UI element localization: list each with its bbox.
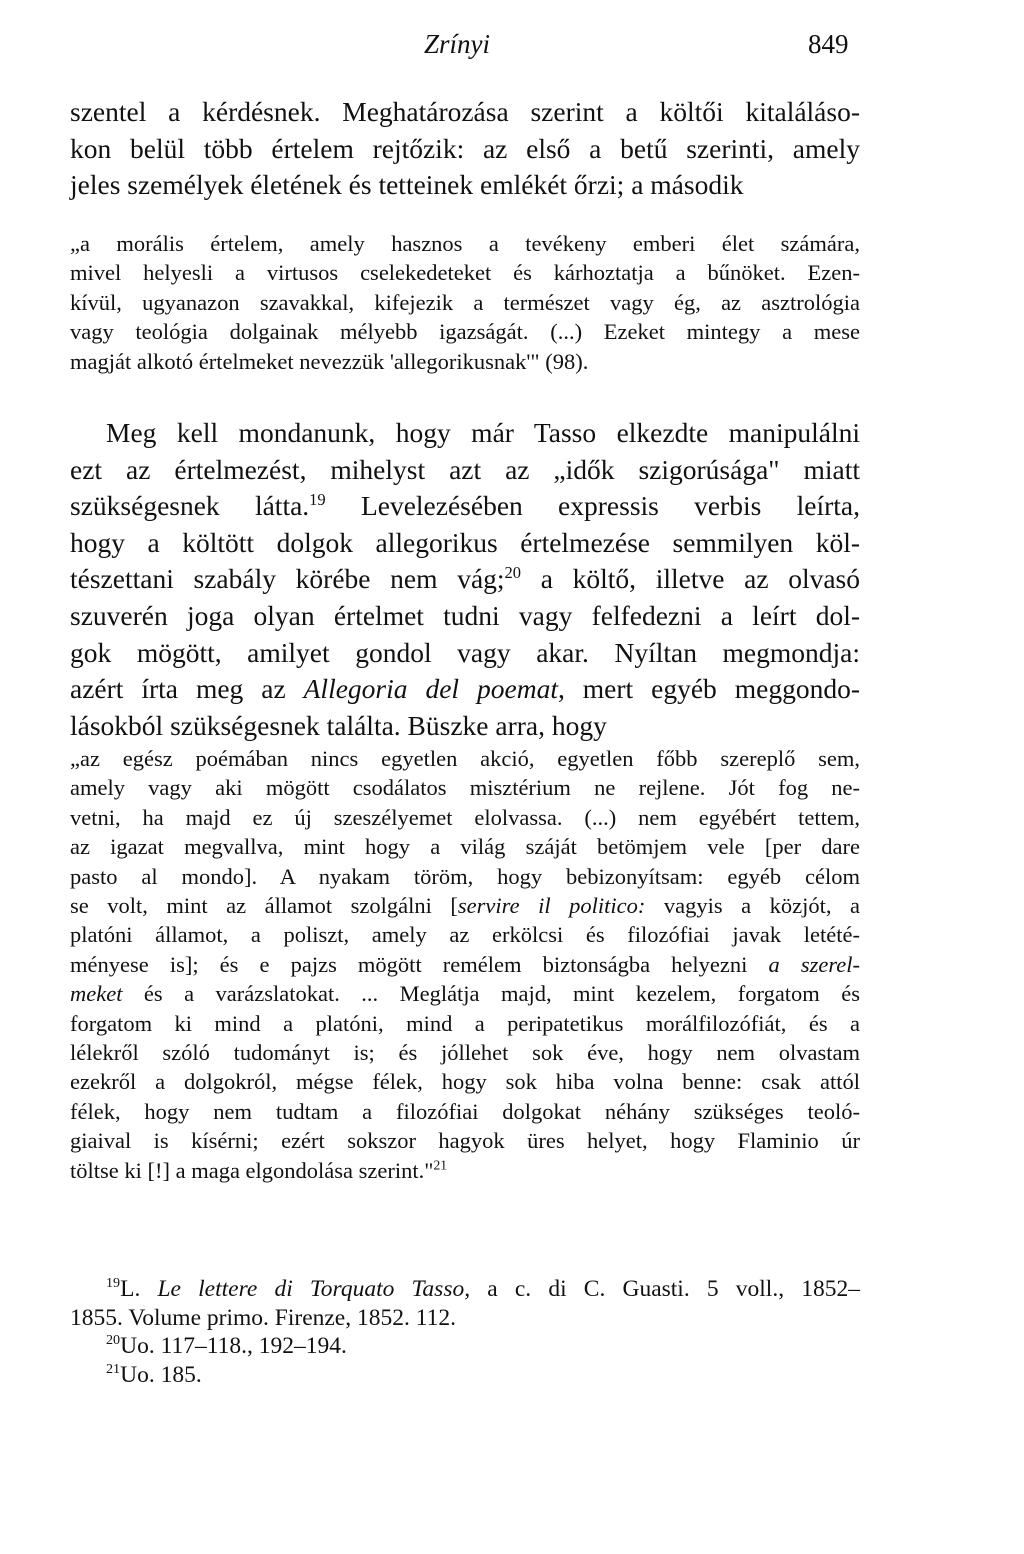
footnote-ref-20[interactable]: 20 xyxy=(504,563,522,583)
quote-line: az igazat megvallva, mint hogy a világ száját betömjem vele [per dare xyxy=(70,834,860,860)
quote-line: vetni, ha majd ez új szeszélyemet elolvassa. (...) nem egyébért tettem, xyxy=(70,804,860,830)
text-line xyxy=(70,671,860,708)
text-run: se volt, mint az államot szolgálni [ xyxy=(70,893,458,919)
footnote-number: 19 xyxy=(106,1275,121,1292)
page-header xyxy=(0,26,1024,66)
text-line: hogy a költött dolgok allegorikus értelmezése semmilyen köl- xyxy=(70,526,860,558)
quote-line xyxy=(70,891,860,920)
quote-line xyxy=(70,950,860,979)
work-title: Le lettere di Torquato Tasso, xyxy=(157,1276,471,1302)
page-number: 849 xyxy=(808,29,849,59)
running-title: Zrínyi xyxy=(424,29,491,59)
text-run: Uo. 117–118., 192–194. xyxy=(120,1333,347,1359)
footnote-ref-19[interactable]: 19 xyxy=(309,490,326,510)
text-line: jeles személyek életének és tetteinek emlékét őrzi; a második xyxy=(70,169,744,201)
text-run: töltse ki [!] a maga elgondolása szerint." xyxy=(70,1157,434,1183)
quote-line xyxy=(70,979,860,1008)
text-run: és a varázslatokat. ... Meglátja majd, mint kezelem, forgatom és xyxy=(122,981,860,1007)
text-run: L. xyxy=(120,1276,158,1302)
footnote-number: 20 xyxy=(106,1332,121,1349)
italic-phrase: meket xyxy=(70,981,123,1007)
footnote-number: 21 xyxy=(106,1360,121,1377)
quote-line: forgatom ki mind a platóni, mind a peripatetikus morálfilozófiát, és a xyxy=(70,1010,860,1036)
footnote-ref-21[interactable]: 21 xyxy=(433,1157,447,1173)
footnote-21 xyxy=(70,1361,860,1390)
italic-phrase: servire il politico: xyxy=(457,893,646,919)
footnote-20 xyxy=(70,1332,860,1361)
text-run: vagyis a közjót, a xyxy=(645,893,860,919)
quote-line: magját alkotó értelmeket nevezzük 'allegorikusnak'" (98). xyxy=(70,348,589,374)
quote-line: giaival is kísérni; ezért sokszor hagyok üres helyet, hogy Flaminio úr xyxy=(70,1128,860,1154)
paragraph-1 xyxy=(70,94,860,204)
text-line: lásokból szükségesnek találta. Büszke arra, hogy xyxy=(70,709,607,741)
text-line: szentel a kérdésnek. Meghatározása szerint a költői kitaláláso- xyxy=(70,96,860,127)
quote-line: platóni államot, a poliszt, amely az erkölcsi és filozófiai javak letété- xyxy=(70,922,860,948)
text-run: a c. di C. Guasti. 5 voll., 1852– xyxy=(470,1276,860,1302)
text-line: ezt az értelmezést, mihelyst azt az „idők szigorúsága" miatt xyxy=(70,453,860,485)
text-run: , mert egyéb meggondo- xyxy=(557,673,861,705)
text-run: szükségesnek látta. xyxy=(70,490,310,522)
quote-line: félek, hogy nem tudtam a filozófiai dolgokat néhány szükséges teoló- xyxy=(70,1098,860,1124)
footnote-19 xyxy=(70,1275,860,1304)
quote-line: pasto al mondo]. A nyakam töröm, hogy bebizonyítsam: egyéb célom xyxy=(70,863,860,889)
quote-line: mivel helyesli a virtusos cselekedeteket és kárhoztatja a bűnöket. Ezen- xyxy=(70,260,860,286)
text-line xyxy=(70,561,860,598)
paragraph-2 xyxy=(70,415,860,744)
block-quote-1 xyxy=(70,229,860,376)
text-line: szuverén joga olyan értelmet tudni vagy felfedezni a leírt dol- xyxy=(70,599,860,631)
quote-line: „a morális értelem, amely hasznos a tevékeny emberi élet számára, xyxy=(70,231,860,256)
text-line: kon belül több értelem rejtőzik: az első a betű szerinti, amely xyxy=(70,132,860,164)
footnote-19-cont: 1855. Volume primo. Firenze, 1852. 112. xyxy=(70,1304,456,1331)
quote-line xyxy=(70,1156,860,1185)
text-run: azért írta meg az xyxy=(70,673,304,705)
text-line: gok mögött, amilyet gondol vagy akar. Nyíltan megmondja: xyxy=(70,636,860,668)
block-quote-2 xyxy=(70,744,860,1185)
text-run: Uo. 185. xyxy=(120,1361,202,1388)
text-run: Levelezésében expressis verbis leírta, xyxy=(325,490,861,522)
footnotes xyxy=(70,1275,860,1389)
quote-line: kívül, ugyanazon szavakkal, kifejezik a természet vagy ég, az asztrológia xyxy=(70,289,860,315)
text-line: Meg kell mondanunk, hogy már Tasso elkezdte manipulálni xyxy=(106,417,860,448)
quote-line: lélekről szóló tudományt is; és jóllehet sok éve, hogy nem olvastam xyxy=(70,1040,860,1066)
work-title: Allegoria del poemat xyxy=(303,673,558,705)
text-run: a költő, illetve az olvasó xyxy=(521,563,861,595)
quote-line: „az egész poémában nincs egyetlen akció, egyetlen főbb szereplő sem, xyxy=(70,746,860,771)
quote-line: vagy teológia dolgainak mélyebb igazságát. (...) Ezeket mintegy a mese xyxy=(70,319,860,345)
quote-line: amely vagy aki mögött csodálatos misztérium ne rejlene. Jót fog ne- xyxy=(70,775,860,801)
quote-line: ezekről a dolgokról, mégse félek, hogy sok hiba volna benne: csak attól xyxy=(70,1069,860,1095)
italic-phrase: a szerel- xyxy=(768,951,860,977)
text-run: tészettani szabály körébe nem vág; xyxy=(70,563,505,595)
text-run: ményese is]; és e pajzs mögött remélem biztonságba helyezni xyxy=(70,951,769,977)
text-line xyxy=(70,488,860,525)
